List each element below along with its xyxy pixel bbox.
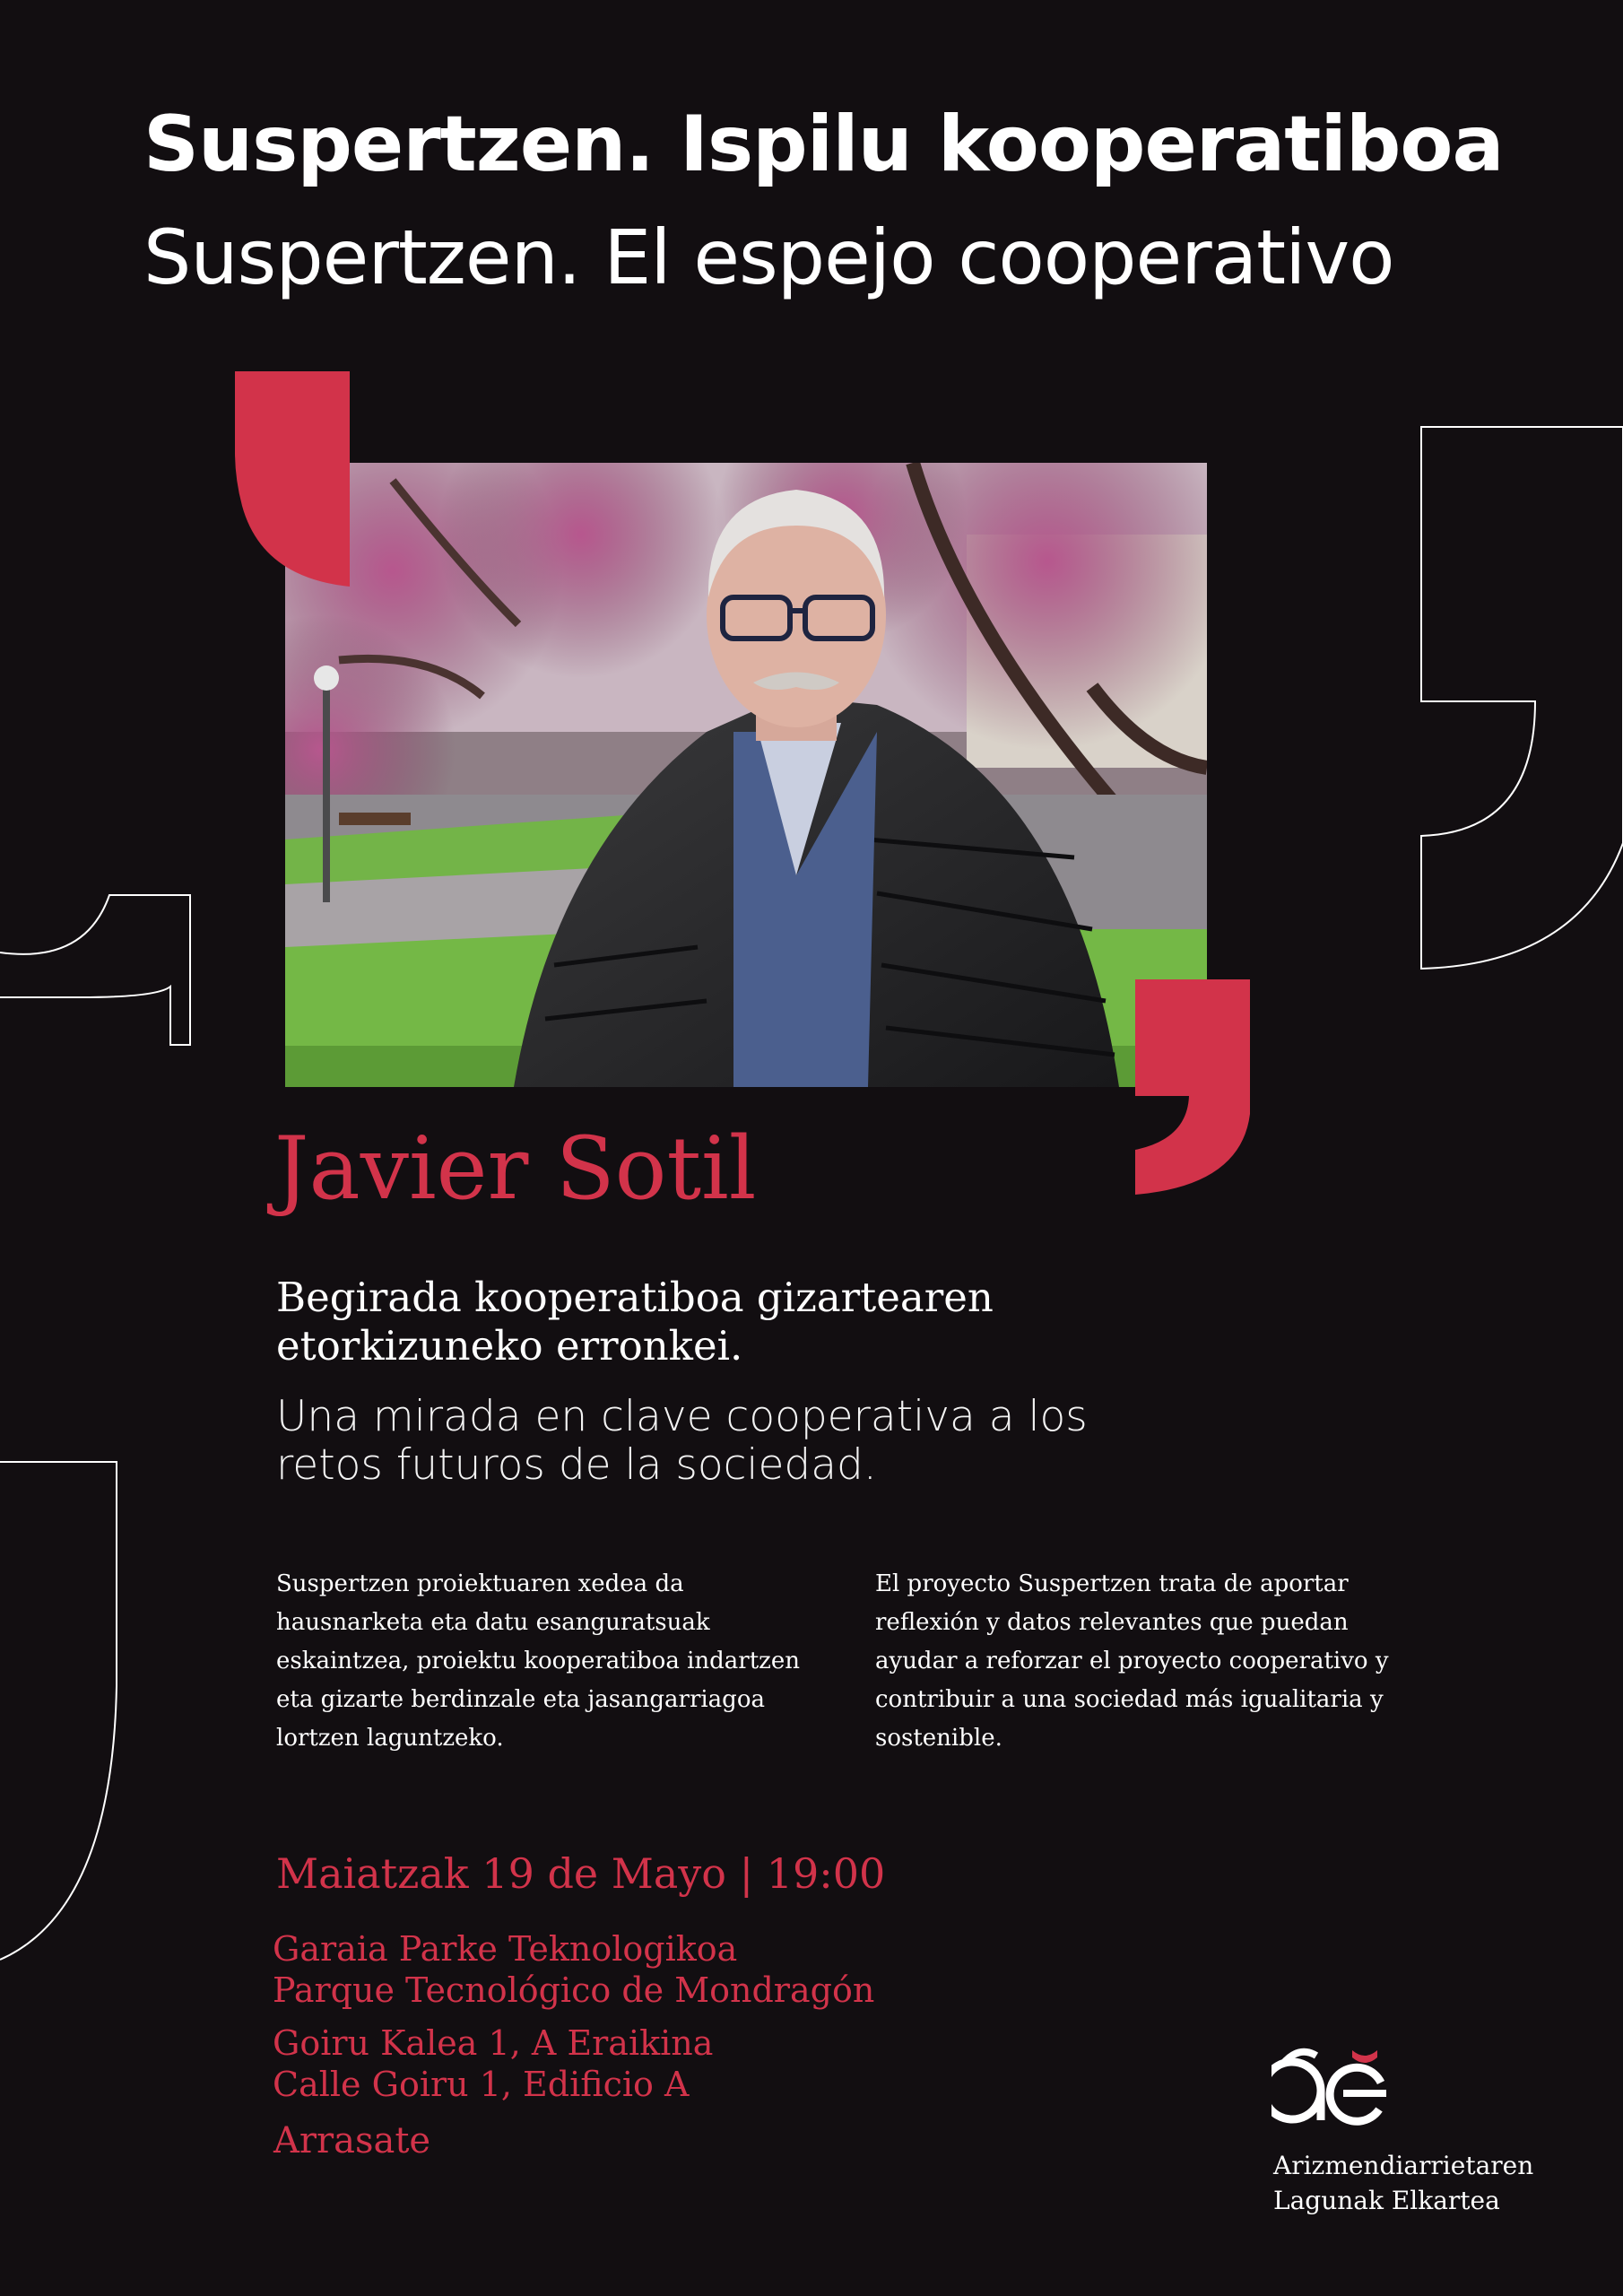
description-line: reflexión y datos relevantes que puedan bbox=[875, 1609, 1349, 1636]
venue bbox=[273, 1928, 874, 2011]
organizer-name bbox=[1273, 2148, 1533, 2218]
speaker-photo-image bbox=[285, 463, 1207, 1087]
address bbox=[273, 2022, 713, 2105]
event-date-time: Maiatzak 19 de Mayo | 19:00 bbox=[276, 1849, 886, 1898]
venue-spanish: Parque Tecnológico de Mondragón bbox=[273, 1970, 875, 2010]
description-line: hausnarketa eta datu esanguratsuak bbox=[276, 1609, 710, 1636]
description-line: ayudar a reforzar el proyecto cooperativo y bbox=[875, 1648, 1389, 1674]
speaker-name: Javier Sotil bbox=[274, 1118, 757, 1219]
red-quote-open-icon bbox=[235, 371, 352, 587]
red-quote-close-icon bbox=[1133, 979, 1250, 1195]
description-line: Suspertzen proiektuaren xedea da bbox=[276, 1570, 684, 1597]
venue-basque: Garaia Parke Teknologikoa bbox=[273, 1929, 738, 1969]
address-spanish: Calle Goiru 1, Edificio A bbox=[273, 2065, 690, 2104]
subtitle-basque-line: etorkizuneko erronkei. bbox=[276, 1322, 743, 1370]
description-line: contribuir a una sociedad más igualitaria y bbox=[875, 1686, 1384, 1713]
subtitle-spanish bbox=[276, 1393, 1173, 1490]
ae-logo-icon bbox=[1271, 2038, 1406, 2136]
description-line: sostenible. bbox=[875, 1725, 1002, 1752]
description-spanish bbox=[875, 1565, 1422, 1758]
description-line: eskaintzea, proiektu kooperatiboa indartzen bbox=[276, 1648, 801, 1674]
description-line: lortzen laguntzeko. bbox=[276, 1725, 504, 1752]
outline-quote-lower-icon bbox=[0, 1462, 117, 1960]
subtitle-basque bbox=[276, 1274, 1173, 1370]
subtitle-spanish-line: Una mirada en clave cooperativa a los bbox=[276, 1392, 1088, 1441]
organizer-name-line: Arizmendiarrietaren bbox=[1273, 2151, 1534, 2180]
description-line: eta gizarte berdinzale eta jasangarriagoa bbox=[276, 1686, 765, 1713]
description-line: El proyecto Suspertzen trata de aportar bbox=[875, 1570, 1349, 1597]
outline-quote-right-icon bbox=[1421, 427, 1623, 969]
subtitle-basque-line: Begirada kooperatiboa gizartearen bbox=[276, 1274, 994, 1321]
title-basque: Suspertzen. Ispilu kooperatiboa bbox=[143, 100, 1504, 189]
subtitle-spanish-line: retos futuros de la sociedad. bbox=[276, 1440, 877, 1490]
title-spanish: Suspertzen. El espejo cooperativo bbox=[143, 213, 1394, 301]
city: Arrasate bbox=[273, 2120, 431, 2161]
address-basque: Goiru Kalea 1, A Eraikina bbox=[273, 2023, 714, 2063]
outline-quote-left-icon bbox=[0, 895, 190, 1045]
organizer-name-line: Lagunak Elkartea bbox=[1273, 2186, 1500, 2215]
description-basque bbox=[276, 1565, 814, 1758]
speaker-photo bbox=[285, 463, 1207, 1087]
